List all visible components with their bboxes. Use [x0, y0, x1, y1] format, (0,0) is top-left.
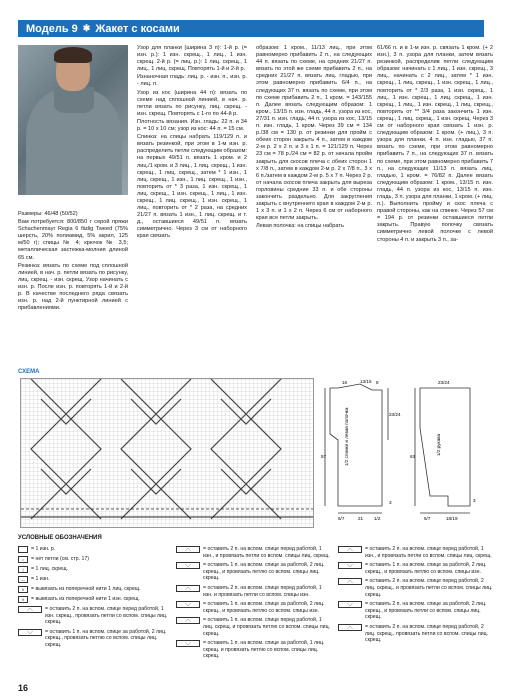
legend-item [338, 601, 493, 621]
legend-symbol: ⟍⟋ [18, 629, 42, 636]
photo-hair [54, 47, 92, 63]
schematic-svg [320, 378, 492, 526]
legend-symbol: ⟋⟍ [176, 617, 200, 624]
cable-chart-svg [21, 379, 313, 527]
legend-text: = оставить 1 п. на вспом. спице за работой, 2 лиц. скрещ., провязать петлю со вспом. спицы лиц. скрещ. [45, 628, 167, 648]
legend-symbol: ⟋⟍ [338, 578, 362, 585]
legend-symbol: ⟍⟋ [338, 562, 362, 569]
legend-item [18, 596, 168, 603]
legend-symbol: • [18, 556, 28, 563]
legend-item [18, 629, 168, 649]
back-text: Спинка: на спицы набрать 119/129 п. и вязать резинкой, при этом в 1-м изн. р. распределить петли следующим образом: на первых 49/51 п. вязать 1 кром. и 2 лиц./1 кром. и 3 лиц., 1 лиц. скрещ., 1 изн. скрещ., 1 лиц. скрещ., затем * 1 изн., 1 лиц. скрещ., 1 изн., 1 лиц. скрещ., 1 изн., повторить от * 3 раза, 1 изн. скрещ., 1 лиц. скрещ., 1 изн. скрещ., 1 лиц., 1 изн. скрещ., 1 лиц. скрещ., 1 изн. скрещ., 1 лиц., повторить от * 2 раза, на средних 21/27 п. вязать 1 изн., 1 лиц. скрещ. и т. д., оставшиеся 49/51 п. вязать симметрично. Через 3 см от наборного края связать [137, 134, 248, 240]
pattern-title: Жакет с косами [95, 22, 180, 35]
sleeve-cuff-measure: 3 [473, 498, 476, 503]
legend-symbol [18, 546, 28, 553]
legend-text: = оставить 1 п. на вспом. спице за работой, 2 лиц. скрещ., и провязать петлю со вспом. спицы изн. [365, 562, 487, 575]
legend-symbol: ⟋⟍ [176, 546, 200, 553]
legend-text: = вывязать из поперечной нити 1 лиц. скрещ. [31, 586, 141, 592]
legend-item [176, 585, 331, 598]
legend-item [338, 578, 493, 598]
sleeve-top-measure: 23/24 [438, 380, 450, 385]
legend-symbol: ⟍⟋ [176, 601, 200, 608]
legend-right-column [338, 546, 493, 647]
legend-text: = вывязать из поперечной нити 1 изн. скрещ. [31, 596, 140, 602]
legend-symbol: — [18, 576, 28, 583]
sleeve-bottom-measure-2: 18/19 [446, 516, 458, 521]
legend-item [18, 586, 168, 593]
back-bottom-measure-2: 21 [358, 516, 364, 521]
legend-item [176, 562, 331, 582]
legend-text: = оставить 2 п. на вспом. спице перед работой, 2 лиц. скрещ., и провязать петли со вспом. спицы лиц. скрещ. [365, 578, 493, 598]
legend-text: = оставить 1 п. на вспом. спице за работой, 2 лиц. скрещ., и провязать петлю со вспом. спицы изн. [203, 601, 325, 614]
legend-item [18, 576, 168, 583]
legend-symbol: ⟋⟍ [338, 624, 362, 631]
gauge-text: Плотность вязания. Изн. гладь: 22 п. и 34 р. = 10 х 10 см; узор из кос: 44 п. = 15 см. [137, 118, 247, 133]
legend-symbol: ⟋⟍ [176, 585, 200, 592]
back-bottom-measure-3: 1/2 [374, 516, 381, 521]
pattern-title-bar [18, 20, 484, 37]
cable-pattern-text: Узор из кос (ширина 44 п): вязать по схеме над сплошной линией, в нач. р. петли вязать по рисунку, лиц. скрещ. - изн. скрещ. Повторять с 1-го по 44-й р. [137, 89, 247, 117]
model-photo [18, 45, 128, 195]
legend-item [338, 624, 493, 644]
legend-text: = оставить 2 п. на вспом. спице перед работой, 1 изн., и провязать петли со вспом. спицы лиц. скрещ. [365, 546, 492, 559]
instructions-column-2 [137, 45, 247, 242]
back-shoulder-measure: 16 [342, 380, 348, 385]
legend-item [176, 640, 331, 660]
legend-item [18, 606, 168, 626]
legend-item [176, 617, 331, 637]
left-front-continued-text: 61/66 п. и в 1-м изн. р. связать 1 кром. (+ 2 изн.), 3 п. узора для планки, затем вязать резинкой, распределив петли следующим образом: начинать с 1 лиц., 1 изн. скрещ., 3 лиц., начинать с 2 лиц., затем * 1 изн. скрещ., 1 лиц. скрещ., 1 изн. скрещ., 1 лиц., повторить от * 2/3 раза, 1 изн. скрещ., 1 лиц., 1 изн. скрещ., 1 лиц. скрещ., 1 изн. скрещ., 1 лиц., 1 изн. скрещ., 1 лиц. скрещ., повторить от ** 3/4 раза закончить 1 изн. скрещ., 1 лиц. скрещ., 1 изн. скрещ. Через 3 см от наборного края связать 1 изн. р. следующим образом: 1 кром. (+ лиц.), 3 п. узора для планки, 4 п. изн. гладью, 37 п. вязать по схеме, при этом равномерно прибавить 7 п., на следующих 37 п. вязать по схеме, при этом равномерно прибавить 7 п., на следующих 11/13 п. вязать лиц. гладью, 1 кром. = 76/82 п. Далее вязать следующим образом: 1 кром., 13/15 п. изн. гладь, 44 п. узора из кос, 13/15 п. изн. гладь, 3 п. узора для планки, 1 кром. (+ лиц. п.). Выполнить пройму и скос плеча с правой стороны, как на спинке. Через 57 см = 194 р. от резинки оставшиеся петли закрыть. Правую полочку связать симметрично левой полочке с левой стороны 4 п. и закрыть 3 п., за- [377, 45, 493, 243]
star-icon: ✱ [82, 23, 91, 33]
legend-text: = 1 изн. р. [31, 546, 56, 552]
legend-symbol: ⟍⟋ [176, 562, 200, 569]
model-label: Модель 9 [26, 22, 78, 35]
legend-text: = оставить 2 п. на вспом. спице перед работой, 1 изн. скрещ., провязать петли со вспом. спицы лиц. скрещ. [45, 606, 168, 626]
legend-symbol: ⟋⟍ [338, 546, 362, 553]
legend-item [176, 546, 331, 559]
back-armhole-measure: 23/24 [389, 412, 401, 417]
scheme-heading: СХЕМА [18, 369, 40, 375]
sleeve-outline [420, 388, 470, 506]
materials-text: Вам потребуется: 800/850 г серой пряжи Schachenmayr Regia 6 fädig Tweed (75% шерсть, 20% полиамид, 5% акрил, 125 м/50 г); спицы № 4; крючок № 3,5; металлическая застежка-молния длиной 65 см. [18, 219, 128, 261]
rib-text: Резинка: вязать по схеме под сплошной линией, в нач. р. петли вязать по рисунку, лиц. скрещ. - изн. скрещ. Узор начинать с изн. р. После изн. р. повторять 1-й и 2-й р. В качестве последнего ряда связать изн. р. над 2-й пунктирной линией с прибавлениями. [18, 262, 128, 312]
reverse-stockinette-text: Изнаночная гладь: лиц. р. - изн. п., изн. р. - лиц. п. [137, 74, 247, 88]
legend-symbol: ⟋⟍ [18, 606, 42, 613]
legend-item [338, 562, 493, 575]
sizes-text: Размеры: 46/48 (50/52) [18, 211, 78, 217]
back-front-outline [330, 384, 382, 506]
back-bottom-measure-1: 6/7 [338, 516, 345, 521]
legend-text: = оставить 1 п. на вспом. спице за работой, 1 лиц. скрещ. и провязать петлю со вспом. спицы лиц. скрещ. [203, 640, 325, 660]
back-side-measure: 57 [321, 454, 327, 459]
legend-item [18, 546, 168, 553]
legend-heading: УСЛОВНЫЕ ОБОЗНАЧЕНИЯ [18, 535, 102, 541]
legend-item [338, 546, 493, 559]
legend-symbol: ⋎ [18, 586, 28, 593]
legend-text: = оставить 2 п. на вспом. спице за работой, 2 лиц. скрещ., и провязать петли со вспом. спицы лиц. скрещ. [365, 601, 487, 621]
instructions-column-4 [377, 45, 493, 245]
sleeve-label: 1/2 рукава [436, 433, 441, 456]
legend-text: = оставить 2 п. на вспом. спице перед работой, 1 изн. и провязать петли со вспом. спицы изн. [203, 584, 322, 598]
back-top-measure: 13/15 [360, 379, 372, 384]
legend-text: = оставить 1 п. на вспом. спице за работой, 2 лиц. скрещ., и провязать петлю со вспом. спицы лиц. скрещ. [203, 562, 325, 582]
legend-item [18, 566, 168, 573]
legend-symbol: ⟍⟋ [338, 601, 362, 608]
left-front-text: Левая полочка: на спицы набрать [256, 223, 344, 230]
garment-schematics [320, 378, 492, 526]
page-number: 16 [18, 683, 29, 693]
legend-text: = оставить 2 п. на вспом. спице перед работой, 2 лиц. скрещ., провязать петли со вспом. спицы лиц. скрещ. [365, 623, 489, 644]
legend-middle-column [176, 546, 331, 663]
legend-text: = оставить 2 п. на вспом. спице перед работой, 1 изн., и провязать петли со вспом. спицы лиц. скрещ. [203, 546, 330, 559]
back-label: 1/2 спинки и левая полочка [344, 407, 349, 466]
legend-item [18, 556, 168, 563]
legend-item [176, 601, 331, 614]
legend-symbol: | [18, 566, 28, 573]
cable-chart [20, 378, 314, 528]
legend-text: = оставить 1 п. на вспом. спице перед работой, 1 лиц. скрещ. и провязать петлю со вспом. спицы лиц. скрещ. [203, 617, 330, 637]
back-continued-text: образом: 1 кром., 11/13 лиц., при этом равномерно прибавить 2 п., на следующих 44 п. вязать по схеме, на средних 21/27 п. вязать по этой же схеме прибавить 2 п., на средних 21/27 п. вязать лиц. гладью, при этом равномерно прибавить 6/4 п., на следующих 37 п. вязать по схеме, при этом по схеме прибавить 2 п., 1 кром. = 143/155 п. Далее вязать следующим образом: 1 кром., 13/15 п. изн. гладь, 44 п. узора из кос, 27/31 п. изн. гладь, 44 п. узора из кос, 13/15 п. изн. гладь, 1 кром. Через 39 см = 134 р./38 см = 130 р. от резинки для пройм с обеих сторон закрыть 4 п., затем в каждом 2-м р. 2 х 2 п. и 3 х 1 п. = 121/129 п. Через 23 см = 78 р./24 см = 82 р. от начала пройм закрыть для скосов плеча с обеих сторон 1 х 7/8 п., затем в каждом 2-м р. 2 х 7/8 п., 3 х 6 п./затем в каждом 2-м р. 5 х 7 п. Через 2 р. от начала скосов плеча закрыть для выреза горловины средние 33 п. и обе стороны закончить раздельно. Для закругления закрыть с внутреннего края в каждом 2-м р. 1 х 3 п. и 1 х 2 п. Через 6 см от наборного края все петли закрыть. [256, 45, 372, 222]
intro-column [18, 211, 128, 313]
back-neck-measure: 8 [376, 380, 379, 385]
legend-left-column [18, 546, 168, 652]
instructions-column-3 [256, 45, 372, 231]
back-rib-measure: 3 [389, 500, 392, 505]
sleeve-length-measure: 63 [410, 454, 416, 459]
placket-pattern-text: Узор для планки (ширина 3 п): 1-й р. (= изн. р.): 1 изн. скрещ., 1 лиц., 1 изн. скрещ. 2-й р. (= лиц. р.): 1 лиц. скрещ., 1 лиц., 1 лиц. скрещ. Повторять 1-й и 2-й р. [137, 45, 247, 73]
legend-symbol: ⋎ [18, 596, 28, 603]
sleeve-bottom-measure-1: 6/7 [424, 516, 431, 521]
legend-symbol: ⟍⟋ [176, 640, 200, 647]
legend-text: = 1 лиц. скрещ. [31, 566, 68, 572]
legend-text: = 1 изн. [31, 576, 50, 582]
legend-text: = нет петли (см. стр. 17) [31, 556, 90, 562]
